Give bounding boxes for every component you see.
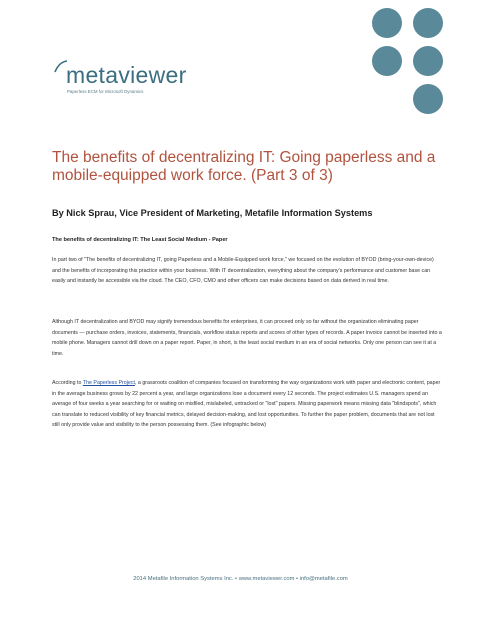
decorative-circle [413,8,443,38]
decorative-circle [372,46,402,76]
logo-tagline: Paperless ECM for Microsoft Dynamics [67,89,144,94]
paragraph [52,378,442,431]
paperless-project-link[interactable]: The Paperless Project [82,380,135,386]
document-title: The benefits of decentralizing IT: Going paperless and a mobile-equipped work force. (Part 3 of 3) [52,149,436,184]
paragraph: In part two of "The benefits of decentralizing IT, going Paperless and a Mobile-Equipped work force," we focused on the evolution of BYOD (bring-your-own-device) and the benefits of incorporating this practice within your business. With IT decentralization, everything about the company's performance and customer base can easily and instantly be accessible via the cloud. The CEO, CFO, CMO and other officers can make decisions based on data derived in real time. [52,257,434,284]
logo-wordmark: metaviewer [66,62,187,88]
decorative-circle [413,84,443,114]
paragraph: Although IT decentralization and BYOD may signify tremendous benefits for enterprises, it can proceed only so far without the organization eliminating paper documents — purchase orders, invoices, statements, financials, workflow status reports and scores of other types of records. A paper invoice cannot be inserted into a mobile phone. Managers cannot drill down on a paper report. Paper, in short, is the least social medium in an era of social networks. Only one person can see it at a time. [52,319,442,357]
metaviewer-logo [54,60,204,102]
section-subhead: The benefits of decentralizing IT: The Least Social Medium - Paper [52,237,228,243]
decorative-circle [413,46,443,76]
decorative-circle [372,8,402,38]
paragraph-text: , a grassroots coalition of companies focused on transforming the way organizations work with paper and electronic content, paper in the average business grows by 22 percent a year, and large organizations lose a document every 12 seconds. The project estimates U.S. managers spend an average of four weeks a year searching for or waiting on misfiled, mislabeled, untracked or "lost" papers. Missing paperwork means missing data "blindspots", which can translate to reduced visibility of key financial metrics, delayed decision-making, and lost opportunities. To further the paper problem, documents that are not lost still only provide value and visibility to the person possessing them. (See infographic below) [52,380,441,428]
page-footer: 2014 Metafile Information Systems Inc. • www.metaviewer.com • info@metafile.com [133,576,348,582]
author-byline: By Nick Sprau, Vice President of Marketing, Metafile Information Systems [52,208,373,218]
paragraph-text: According to [52,380,83,386]
